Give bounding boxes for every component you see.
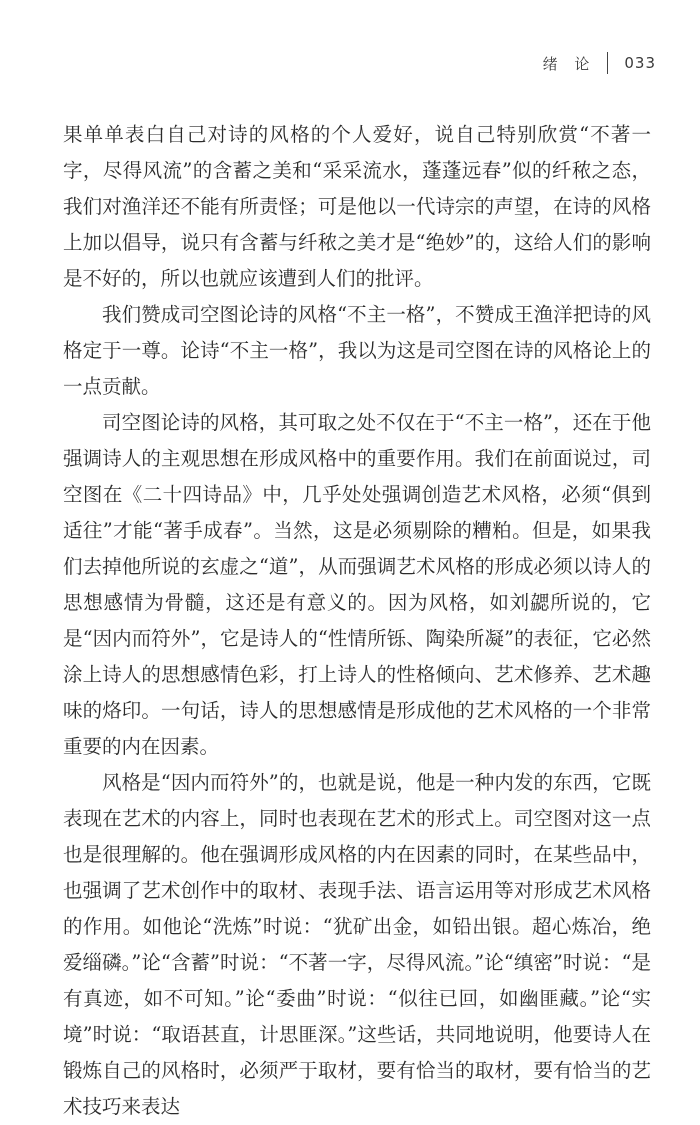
header-divider — [607, 52, 608, 74]
section-title: 绪 论 — [542, 54, 596, 73]
paragraph-continued: 果单单表白自己对诗的风格的个人爱好，说自己特别欣赏“不著一字，尽得风流”的含蓄之美和“采采流水，蓬蓬远春”似的纤秾之态，我们对渔洋还不能有所责怪；可是他以一代诗宗的声望，在诗的风格上加以倡导，说只有含蓄与纤秾之美才是“绝妙”的，这给人们的影响是不好的，所以也就应该遭到人们的批评。 — [63, 123, 651, 290]
paragraph: 司空图论诗的风格，其可取之处不仅在于“不主一格”，还在于他强调诗人的主观思想在形成风格中的重要作用。我们在前面说过，司空图在《二十四诗品》中，几乎处处强调创造艺术风格，必须“俱到适往”才能“著手成春”。当然，这是必须剔除的糟粕。但是，如果我们去掉他所说的玄虚之“道”，从而强调艺术风格的形成必须以诗人的思想感情为骨髓，这还是有意义的。因为风格，如刘勰所说的，它是“因内而符外”，它是诗人的“性情所铄、陶染所凝”的表征，它必然涂上诗人的思想感情色彩，打上诗人的性格倾向、艺术修养、艺术趣味的烙印。一句话，诗人的思想感情是形成他的艺术风格的一个非常重要的内在因素。 — [63, 411, 651, 758]
paragraph: 我们赞成司空图论诗的风格“不主一格”，不赞成王渔洋把诗的风格定于一尊。论诗“不主一格”，我以为这是司空图在诗的风格论上的一点贡献。 — [63, 303, 651, 398]
paragraph: 风格是“因内而符外”的，也就是说，他是一种内发的东西，它既表现在艺术的内容上，同时也表现在艺术的形式上。司空图对这一点也是很理解的。他在强调形成风格的内在因素的同时，在某些品中，也强调了艺术创作中的取材、表现手法、语言运用等对形成艺术风格的作用。如他论“洗炼”时说：“犹矿出金，如铅出银。超心炼冶，绝爱缁磷。”论“含蓄”时说：“不著一字，尽得风流。”论“缜密”时说：“是有真迹，如不可知。”论“委曲”时说：“似往已回，如幽匪藏。”论“实境”时说：“取语甚直，计思匪深。”这些话，共同地说明，他要诗人在锻炼自己的风格时，必须严于取材，要有恰当的取材，要有恰当的艺术技巧来表达 — [63, 771, 651, 1118]
page-number: 033 — [624, 54, 656, 72]
body-text — [63, 117, 651, 1125]
running-header — [543, 50, 656, 76]
